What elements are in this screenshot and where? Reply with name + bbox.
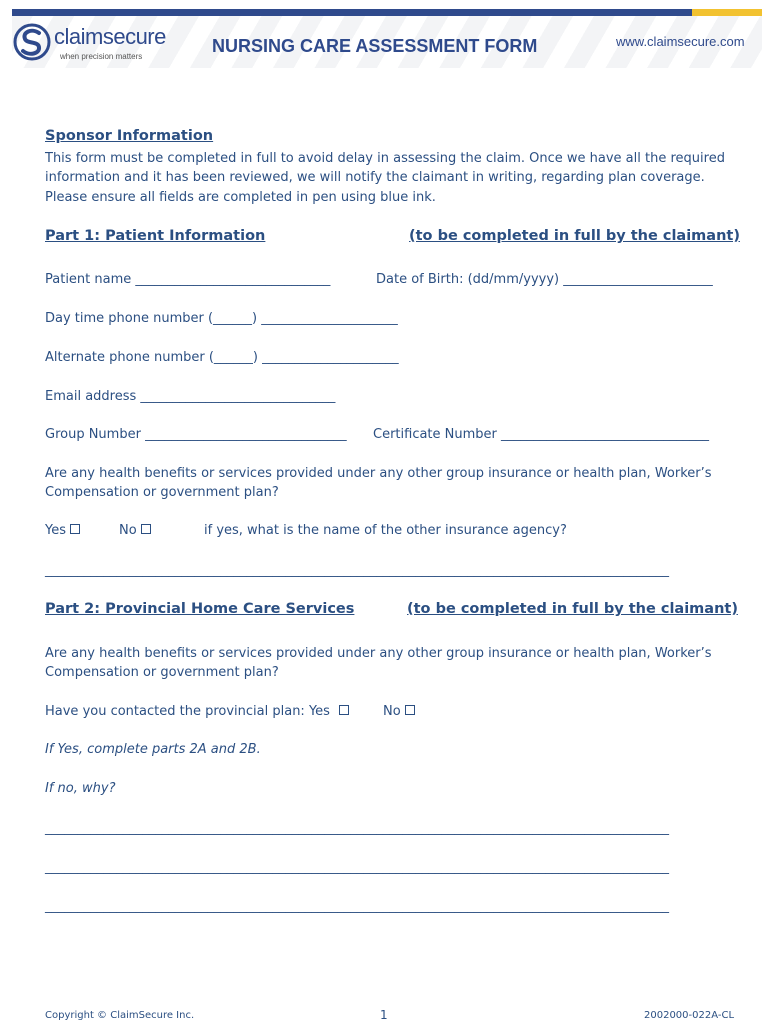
footer-copyright: Copyright © ClaimSecure Inc. <box>45 1010 195 1021</box>
provincial-no-label: No <box>383 704 401 719</box>
logo-name: claimsecure <box>54 24 166 49</box>
form-title: NURSING CARE ASSESSMENT FORM <box>212 36 538 56</box>
header-top-bar <box>12 9 762 16</box>
page-number: 1 <box>380 1008 388 1022</box>
provincial-no-option[interactable] <box>383 702 415 722</box>
provincial-no-checkbox[interactable] <box>405 705 415 715</box>
claimsecure-logo <box>12 22 166 64</box>
sponsor-line-2: information and it has been reviewed, we will notify the claimant in writing, regarding plan coverage. <box>45 170 705 185</box>
alternate-phone-field[interactable]: Alternate phone number (______) _____________________ <box>45 350 399 365</box>
sponsor-line-3: Please ensure all fields are completed in pen using blue ink. <box>45 190 436 205</box>
sponsor-line-1: This form must be completed in full to avoid delay in assessing the claim. Once we have all the required <box>45 151 725 166</box>
part2-question-line-1: Are any health benefits or services provided under any other group insurance or health plan, Worker’s <box>45 646 712 661</box>
part1-yes-checkbox[interactable] <box>70 524 80 534</box>
if-no-answer-line-3[interactable]: ________________________________________________________________________________________________ <box>45 899 669 914</box>
group-number-field[interactable]: Group Number _______________________________ <box>45 427 347 442</box>
header-accent <box>692 9 762 16</box>
logo-tagline: when precision matters <box>60 52 143 61</box>
part1-no-checkbox[interactable] <box>141 524 151 534</box>
if-no-answer-line-2[interactable]: ________________________________________________________________________________________________ <box>45 860 669 875</box>
date-of-birth-field[interactable]: Date of Birth: (dd/mm/yyyy) _______________________ <box>376 272 713 287</box>
provincial-yes-option[interactable] <box>45 702 349 722</box>
part1-heading: Part 1: Patient Information <box>45 228 266 244</box>
part1-question-line-1: Are any health benefits or services provided under any other group insurance or health plan, Worker’s <box>45 466 712 481</box>
certificate-number-field[interactable]: Certificate Number ________________________________ <box>373 427 710 442</box>
sponsor-heading: Sponsor Information <box>45 128 214 144</box>
email-field[interactable]: Email address ______________________________ <box>45 389 336 404</box>
part1-note: (to be completed in full by the claimant) <box>409 228 740 244</box>
if-no-question: If no, why? <box>45 781 116 796</box>
day-phone-field[interactable]: Day time phone number (______) _____________________ <box>45 311 398 326</box>
provincial-yes-checkbox[interactable] <box>339 705 349 715</box>
logo-mark-icon <box>12 22 52 62</box>
part2-heading: Part 2: Provincial Home Care Services <box>45 601 355 617</box>
website-link[interactable]: www.claimsecure.com <box>616 34 745 49</box>
part1-no-label: No <box>119 523 137 538</box>
part2-question-line-2: Compensation or government plan? <box>45 665 279 680</box>
form-code: 2002000-022A-CL <box>644 1010 735 1021</box>
part1-question-line-2: Compensation or government plan? <box>45 485 279 500</box>
if-yes-instruction: If Yes, complete parts 2A and 2B. <box>45 742 261 757</box>
part1-yes-label: Yes <box>45 523 66 538</box>
part2-note: (to be completed in full by the claimant) <box>407 601 738 617</box>
other-agency-answer-line[interactable]: ________________________________________________________________________________________________ <box>45 563 669 578</box>
if-no-answer-line-1[interactable]: ________________________________________________________________________________________________ <box>45 821 669 836</box>
other-agency-question: if yes, what is the name of the other insurance agency? <box>204 523 567 538</box>
provincial-question-label: Have you contacted the provincial plan: Yes <box>45 704 330 719</box>
part1-no-option[interactable] <box>119 521 151 541</box>
patient-name-field[interactable]: Patient name ______________________________ <box>45 272 331 287</box>
part1-yes-option[interactable] <box>45 521 80 541</box>
